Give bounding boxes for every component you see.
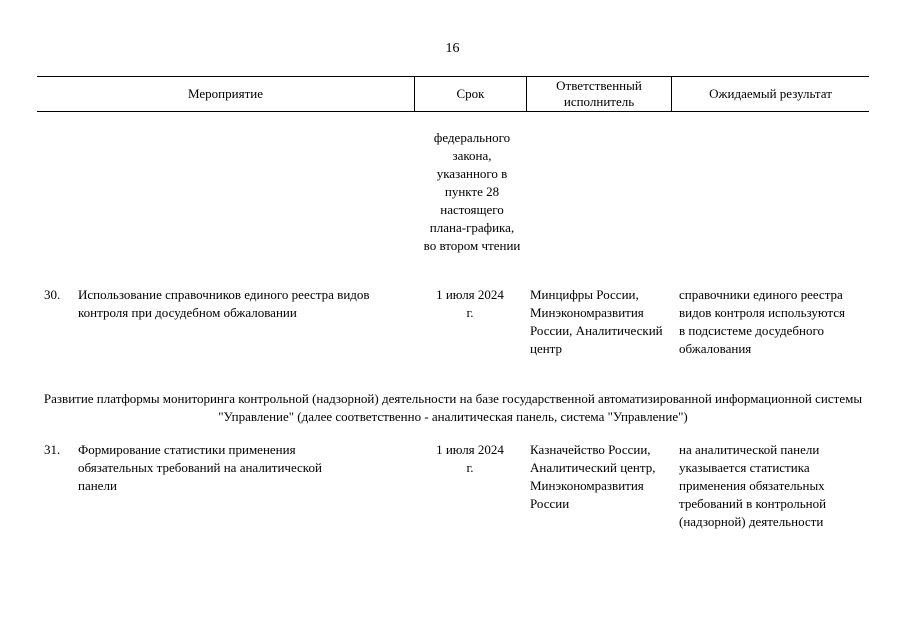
header-result: Ожидаемый результат bbox=[709, 86, 832, 101]
row-responsible: Минцифры России, Минэкономразвития России, Аналитический центр bbox=[530, 287, 663, 356]
row-deadline: 1 июля 2024 г. bbox=[436, 287, 504, 320]
row-number: 31. bbox=[44, 442, 61, 457]
continuation-deadline: федерального закона, указанного в пункте 28 настоящего плана-графика, во втором чтении bbox=[423, 130, 521, 253]
header-activity: Мероприятие bbox=[37, 77, 415, 111]
section-title: Развитие платформы мониторинга контрольной (надзорной) деятельности на базе государственной автоматизированной информационной системы "Управление" (далее соответственно - аналитическая панель, система "Управление") bbox=[43, 391, 863, 424]
row-number: 30. bbox=[44, 287, 61, 302]
row-activity: Формирование статистики применения обязательных требований на аналитической панели bbox=[78, 442, 322, 493]
header-deadline: Срок bbox=[415, 77, 527, 111]
row-deadline: 1 июля 2024 г. bbox=[436, 442, 504, 475]
row-result: справочники единого реестра видов контроля используются в подсистеме досудебного обжалования bbox=[679, 287, 846, 356]
page-number: 16 bbox=[445, 41, 460, 56]
table-header bbox=[37, 76, 869, 112]
header-responsible: Ответственный исполнитель bbox=[527, 77, 672, 111]
row-responsible: Казначейство России, Аналитический центр, Минэкономразвития России bbox=[530, 442, 656, 511]
row-activity: Использование справочников единого реестра видов контроля при досудебном обжаловании bbox=[78, 287, 370, 320]
row-result: на аналитической панели указывается статистика применения обязательных требований в контрольной (надзорной) деятельности bbox=[679, 442, 827, 529]
